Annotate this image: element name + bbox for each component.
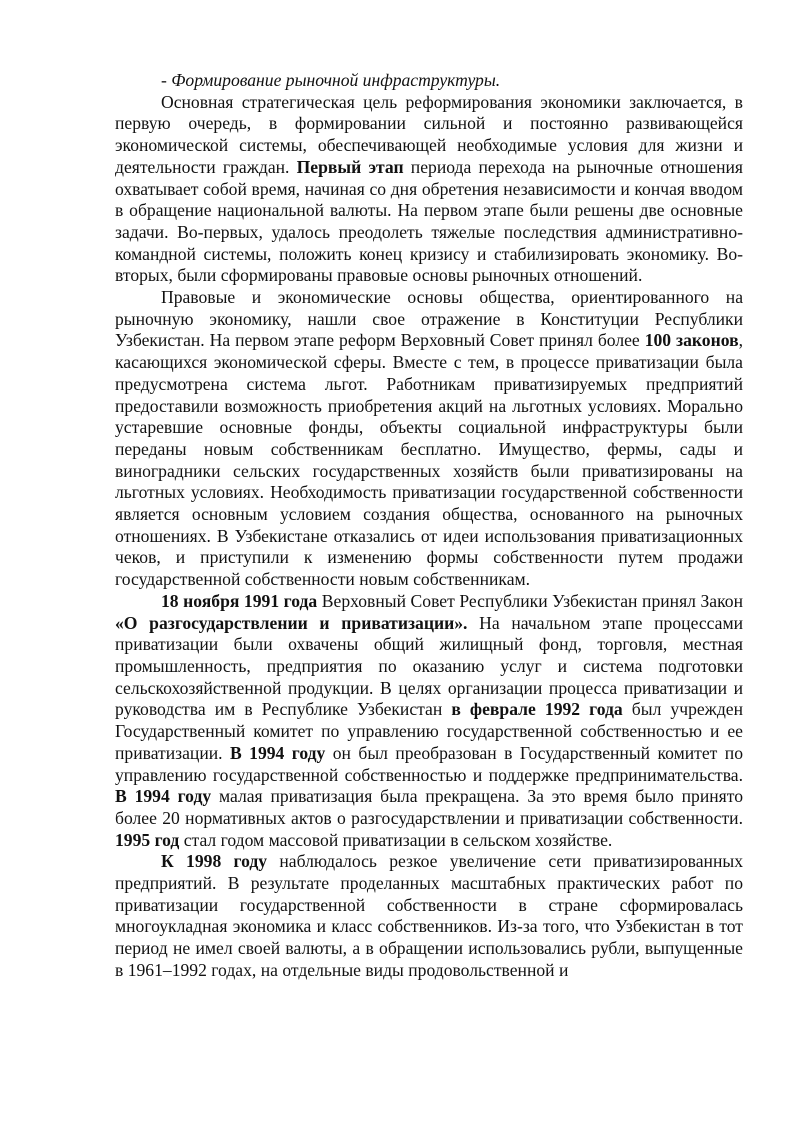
text-run: Правовые и экономические основы общества, ориентированного на рыночную экономику, нашли свое отражение в Конституции Республики Узбекистан. На первом этапе реформ Верховный Совет принял более [115,287,743,351]
bold-text: «О разгосударствлении и приватизации». [115,612,468,633]
bold-text: В 1994 году [230,742,326,763]
text-run: периода перехода на рыночные отношения охватывает собой время, начиная со дня обретения независимости и кончая вводом в обращение национальной валюты. На первом этапе были решены две основные задачи. Во-первых, удалось преодолеть тяжелые последствия административно-командной системы, положить конец кризису и стабилизировать экономику. Во-вторых, были сформированы правовые основы рыночных отношений. [115,156,743,286]
bold-text: 1995 год [115,829,180,850]
bold-text: 100 законов [644,330,739,351]
text-run: Верховный Совет Республики Узбекистан принял Закон [317,590,743,611]
bold-text: 18 ноября 1991 года [161,590,318,611]
bold-text: Первый этап [296,156,404,177]
text-run: стал годом массовой приватизации в сельском хозяйстве. [179,829,613,850]
text-run: он был преобразован в Государственный комитет по управлению государственной собственностью и поддержке предпринимательства. [115,742,743,785]
text-run: На начальном этапе процессами приватизации были охвачены общий жилищный фонд, торговля, местная промышленность, предприятия по оказанию услуг и система подготовки сельскохозяйственной продукции. В целях организации процесса приватизации и руководства им в Республике Узбекистан [115,612,744,720]
bold-text: В 1994 году [115,786,212,807]
paragraph-strategic-goal [115,92,743,287]
paragraph-1998-growth [115,851,743,981]
text-run: наблюдалось резкое увеличение сети приватизированных предприятий. В результате проделанных масштабных практических работ по приватизации государственной собственности в стране сформировалась многоукладная экономика и класс собственников. Из-за того, что Узбекистан в тот период не имел своей валюты, а в обращении использовались рубли, выпущенные в 1961–1992 годах, на отдельные виды продовольственной и [115,851,744,980]
paragraph-legal-foundations [115,287,743,591]
text-run: - Формирование рыночной инфраструктуры. [161,70,501,90]
paragraph-privatization-law [115,591,743,851]
paragraph-subheading [115,70,743,92]
bold-text: К 1998 году [161,851,268,872]
text-run: был учрежден Государственный комитет по управлению государственной собственностью и ее приватизации. [115,699,744,763]
bold-text: в феврале 1992 года [451,699,623,720]
text-run: малая приватизация была прекращена. За это время было принято более 20 нормативных актов о разгосударствлении и приватизации собственности. [115,786,743,828]
text-run: , касающихся экономической сферы. Вместе с тем, в процессе приватизации была предусмотрена система льгот. Работникам приватизируемых предприятий предоставили возможность приобретения акций на льготных условиях. Морально устаревшие основные фонды, объекты социальной инфраструктуры были переданы новым собственникам бесплатно. Имущество, фермы, сады и виноградники сельских государственных хозяйств были приватизированы на льготных условиях. Необходимость приватизации государственной собственности является основным условием создания общества, основанного на рыночных отношениях. В Узбекистане отказались от идеи использования приватизационных чеков, и приступили к изменению формы собственности путем продажи государственной собственности новым собственникам. [115,330,743,590]
text-run: Основная стратегическая цель реформирования экономики заключается, в первую очередь, в формировании сильной и постоянно развивающейся экономической системы, обеспечивающей необходимые условия для жизни и деятельности граждан. [115,91,743,177]
